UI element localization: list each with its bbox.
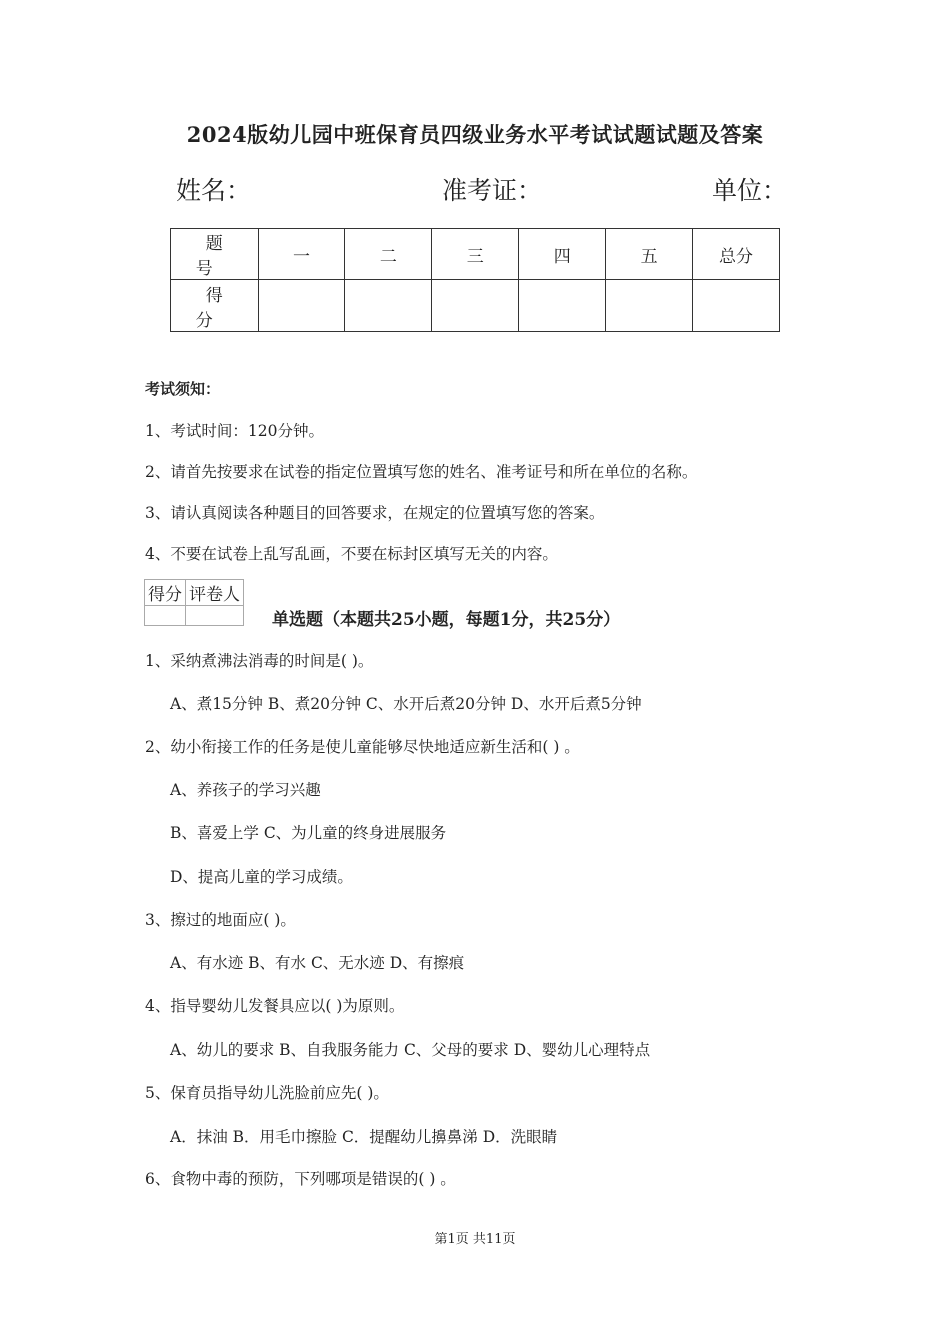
question-3-options: A、有水迹 B、有水 C、无水迹 D、有擦痕 bbox=[170, 954, 465, 972]
question-4: 4、指导婴幼儿发餐具应以( )为原则。 bbox=[145, 997, 405, 1015]
name-label: 姓名： bbox=[176, 176, 252, 205]
question-6: 6、食物中毒的预防，下列哪项是错误的( ) 。 bbox=[145, 1170, 456, 1188]
score-cell[interactable] bbox=[345, 280, 432, 332]
unit-label: 单位： bbox=[712, 176, 788, 205]
column-header: 二 bbox=[345, 229, 432, 280]
question-4-options: A、幼儿的要求 B、自我服务能力 C、父母的要求 D、婴幼儿心理特点 bbox=[170, 1041, 651, 1059]
grader-reviewer-cell[interactable] bbox=[186, 606, 244, 626]
score-cell[interactable] bbox=[258, 280, 345, 332]
page-footer: 第1页 共11页 bbox=[434, 1232, 516, 1247]
grader-score-label: 得分 bbox=[145, 580, 186, 606]
score-cell[interactable] bbox=[693, 280, 780, 332]
question-2: 2、幼小衔接工作的任务是使儿童能够尽快地适应新生活和( ) 。 bbox=[145, 738, 580, 756]
question-2-option: A、养孩子的学习兴趣 bbox=[170, 781, 321, 799]
column-header: 一 bbox=[258, 229, 345, 280]
notice-item: 2、请首先按要求在试卷的指定位置填写您的姓名、准考证号和所在单位的名称。 bbox=[145, 463, 698, 481]
score-cell[interactable] bbox=[432, 280, 519, 332]
column-header: 三 bbox=[432, 229, 519, 280]
question-2-option: B、喜爱上学 C、为儿童的终身进展服务 bbox=[170, 824, 447, 842]
row-label-question-number: 题 号 bbox=[171, 229, 259, 280]
question-2-option: D、提高儿童的学习成绩。 bbox=[170, 868, 353, 886]
notice-item: 1、考试时间：120分钟。 bbox=[145, 422, 324, 440]
grader-score-cell[interactable] bbox=[145, 606, 186, 626]
question-5: 5、保育员指导幼儿洗脸前应先( )。 bbox=[145, 1084, 389, 1102]
notice-item: 3、请认真阅读各种题目的回答要求，在规定的位置填写您的答案。 bbox=[145, 504, 605, 522]
page-title: 2024版幼儿园中班保育员四级业务水平考试试题试题及答案 bbox=[186, 122, 764, 147]
question-1-options: A、煮15分钟 B、煮20分钟 C、水开后煮20分钟 D、水开后煮5分钟 bbox=[170, 695, 642, 713]
score-table bbox=[170, 228, 780, 332]
notice-title: 考试须知： bbox=[145, 380, 221, 398]
row-label-score: 得 分 bbox=[171, 280, 259, 332]
exam-id-label: 准考证： bbox=[442, 176, 543, 205]
question-1: 1、采纳煮沸法消毒的时间是( )。 bbox=[145, 652, 374, 670]
column-header: 五 bbox=[606, 229, 693, 280]
grader-reviewer-label: 评卷人 bbox=[186, 580, 244, 606]
score-cell[interactable] bbox=[519, 280, 606, 332]
section-title: 单选题（本题共25小题，每题1分，共25分） bbox=[272, 610, 621, 630]
question-5-options: A．抹油 B．用毛巾擦脸 C．提醒幼儿擤鼻涕 D．洗眼睛 bbox=[170, 1128, 558, 1146]
question-3: 3、擦过的地面应( )。 bbox=[145, 911, 296, 929]
column-header: 总分 bbox=[693, 229, 780, 280]
score-cell[interactable] bbox=[606, 280, 693, 332]
column-header: 四 bbox=[519, 229, 606, 280]
grader-box bbox=[144, 579, 244, 626]
notice-item: 4、不要在试卷上乱写乱画，不要在标封区填写无关的内容。 bbox=[145, 545, 558, 563]
